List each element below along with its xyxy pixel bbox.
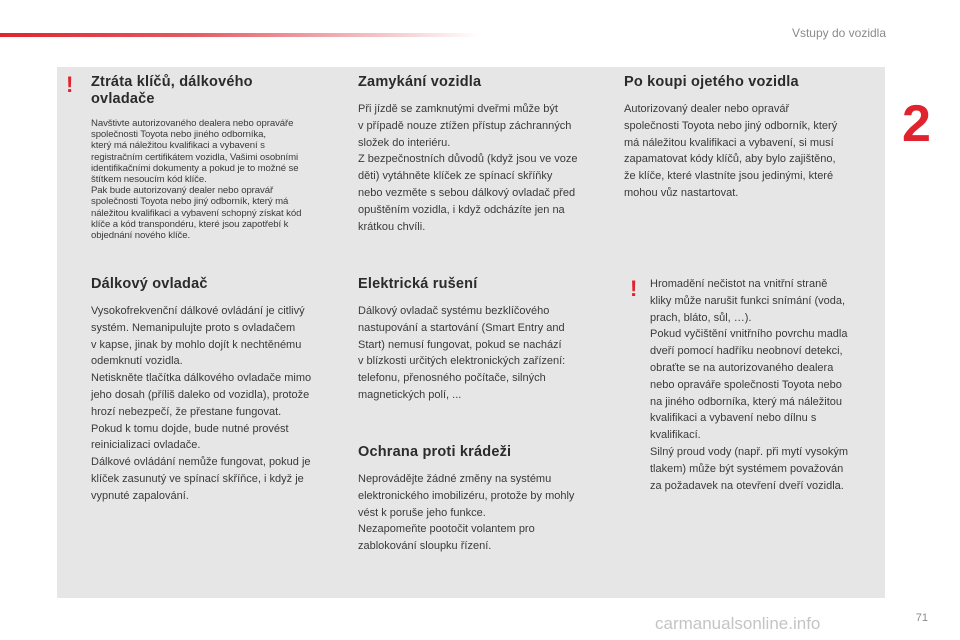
section-title: Elektrická rušení <box>358 276 478 292</box>
section-dirt-warning <box>650 276 880 494</box>
chapter-number: 2 <box>902 95 931 153</box>
section-body: Vysokofrekvenční dálkové ovládání je citlivý systém. Nemanipulujte proto s ovladačem v kapse, jinak by mohlo dojít k nechtěnému odemknutí vozidla. Netiskněte tlačítka dálkového ovladače mimo jeho dosah (příliš daleko od vozidla), protože hrozí nebezpečí, že přestane fungovat. Pokud k tomu dojde, bude nutné provést reinicializaci ovladače. Dálkové ovládání nemůže fungovat, pokud je klíček zasunutý ve spínací skříňce, i když je vypnuté zapalování. <box>91 305 312 502</box>
section-title: Ztráta klíčů, dálkového ovladače <box>91 74 253 107</box>
header-accent-bar <box>0 33 480 37</box>
section-used-car <box>624 74 874 202</box>
warning-icon: ! <box>66 72 74 97</box>
chapter-title: Vstupy do vozidla <box>791 26 886 40</box>
section-title: Po koupi ojetého vozidla <box>624 74 799 90</box>
section-title: Ochrana proti krádeži <box>358 444 512 460</box>
page-number: 71 <box>915 612 928 624</box>
section-body: Dálkový ovladač systému bezklíčového nastupování a startování (Smart Entry and Start) nemusí fungovat, pokud se nachází v blízkosti určitých elektronických zařízení: telefonu, přenosného počítače, silných magnetických polí, ... <box>358 305 566 401</box>
section-body: Neprovádějte žádné změny na systému elektronického imobilizéru, protože by mohly vést k poruše jeho funkce. Nezapomeňte pootočit volantem pro zablokování sloupku řízení. <box>358 473 575 553</box>
warning-icon: ! <box>630 276 638 301</box>
section-body: Autorizovaný dealer nebo opravář společnosti Toyota nebo jiný odborník, který má náležitou kvalifikaci a vybavení, si musí zapamatovat kódy klíčů, aby bylo zajištěno, že klíče, které vlastníte jsou jedinými, které mohou vůz nastartovat. <box>624 103 838 199</box>
watermark: carmanualsonline.info <box>655 614 821 633</box>
section-interference <box>358 276 608 404</box>
section-lost-keys <box>91 74 341 241</box>
section-anti-theft <box>358 444 608 555</box>
section-remote <box>91 276 341 505</box>
section-body: Hromadění nečistot na vnitřní straně kliky může narušit funkci snímání (voda, prach, bláto, sůl, …). Pokud vyčištění vnitřního povrchu madla dveří pomocí hadříku neobnoví detekci, obraťte se na autorizovaného dealera nebo opraváře společnosti Toyota nebo na jiného odborníka, který má náležitou kvalifikaci a vybavení nebo dílnu s kvalifikací. Silný proud vody (např. při mytí vysokým tlakem) může být systémem považován za požadavek na otevření dveří vozidla. <box>650 278 849 492</box>
section-title: Dálkový ovladač <box>91 276 208 292</box>
section-locking <box>358 74 608 235</box>
section-title: Zamykání vozidla <box>358 74 482 90</box>
section-body: Při jízdě se zamknutými dveřmi může být v případě nouze ztížen přístup záchranných složek do interiéru. Z bezpečnostních důvodů (když jsou ve voze děti) vytáhněte klíček ze spínací skříňky nebo vezměte s sebou dálkový ovladač před opuštěním vozidla, i když odcházíte jen na krátkou chvíli. <box>358 103 578 233</box>
section-body: Navštivte autorizovaného dealera nebo opraváře společnosti Toyota nebo jiného odborníka, který má náležitou kvalifikaci a vybavení s registračním certifikátem vozidla, Vašimi osobními identifikačními dokumenty a pokud je to možné se štítkem nesoucím kód klíče. Pak bude autorizovaný dealer nebo opravář společnosti Toyota nebo jiný odborník, který má náležitou kvalifikaci a vybavení schopný získat kód klíče a kód transpondéru, které jsou zapotřebí k objednání nového klíče. <box>91 118 302 242</box>
